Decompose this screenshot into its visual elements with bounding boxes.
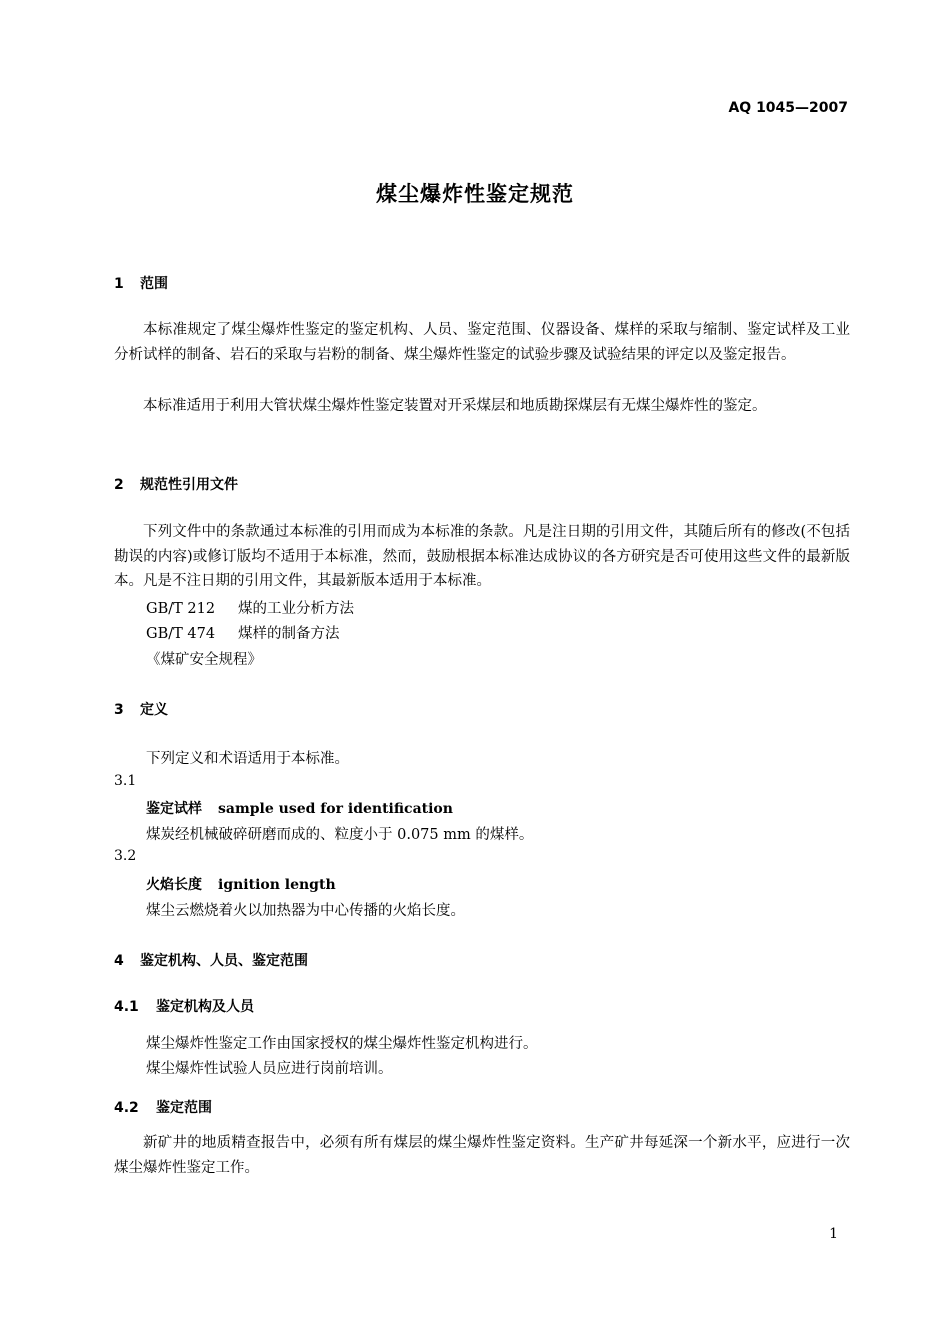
reference-item: 《煤矿安全规程》: [146, 652, 262, 668]
subsection-number: 4.1: [114, 999, 139, 1015]
subsection-4-2-heading: [114, 1097, 212, 1117]
subsection-number: 4.2: [114, 1100, 139, 1116]
term-english: ignition length: [218, 877, 336, 893]
reference-code: GB/T 474: [146, 626, 216, 642]
subsection-4-1-line-2: 煤尘爆炸性试验人员应进行岗前培训。: [146, 1061, 393, 1077]
subsection-4-1-line-1: 煤尘爆炸性鉴定工作由国家授权的煤尘爆炸性鉴定机构进行。: [146, 1036, 538, 1052]
section-number: 4: [114, 953, 124, 969]
term-chinese: 鉴定试样: [146, 801, 202, 817]
subsection-title: 鉴定范围: [156, 1100, 212, 1116]
section-title: 鉴定机构、人员、鉴定范围: [140, 953, 308, 969]
reference-item: [146, 622, 340, 643]
section-title: 定义: [140, 702, 168, 718]
term-definition: 煤尘云燃烧着火以加热器为中心传播的火焰长度。: [146, 903, 465, 919]
term-chinese: 火焰长度: [146, 877, 202, 893]
subsection-4-1-heading: [114, 996, 254, 1016]
section-1-paragraph-1: 本标准规定了煤尘爆炸性鉴定的鉴定机构、人员、鉴定范围、仪器设备、煤样的采取与缩制、鉴定试样及工业分析试样的制备、岩石的采取与岩粉的制备、煤尘爆炸性鉴定的试验步骤及试验结果的评定以及鉴定报告。: [114, 322, 850, 363]
page-number: 1: [829, 1226, 838, 1242]
reference-title: 煤的工业分析方法: [238, 601, 354, 617]
term-entry: [146, 798, 453, 818]
section-2-paragraph-1: 下列文件中的条款通过本标准的引用而成为本标准的条款。凡是注日期的引用文件，其随后所有的修改(不包括勘误的内容)或修订版均不适用于本标准，然而，鼓励根据本标准达成协议的各方研究是否可使用这些文件的最新版本。凡是不注日期的引用文件，其最新版本适用于本标准。: [114, 524, 850, 589]
standard-code: AQ 1045—2007: [728, 100, 848, 116]
section-4-heading: [114, 950, 308, 970]
document-title: 煤尘爆炸性鉴定规范: [376, 182, 574, 206]
reference-item: [146, 597, 354, 618]
section-2-heading: [114, 474, 238, 494]
section-1-paragraph-2: 本标准适用于利用大管状煤尘爆炸性鉴定装置对开采煤层和地质勘探煤层有无煤尘爆炸性的鉴定。: [143, 398, 767, 414]
reference-code: GB/T 212: [146, 601, 216, 617]
reference-title: 煤样的制备方法: [238, 626, 340, 642]
section-number: 1: [114, 276, 124, 292]
section-1-heading: [114, 273, 168, 293]
section-title: 范围: [140, 276, 168, 292]
subsection-4-2-paragraph: 新矿井的地质精查报告中，必须有所有煤层的煤尘爆炸性鉴定资料。生产矿井每延深一个新水平，应进行一次煤尘爆炸性鉴定工作。: [114, 1135, 850, 1176]
term-english: sample used for identification: [218, 801, 453, 817]
section-title: 规范性引用文件: [140, 477, 238, 493]
section-number: 2: [114, 477, 124, 493]
clause-number: 3.2: [114, 848, 137, 864]
section-number: 3: [114, 702, 124, 718]
clause-number: 3.1: [114, 773, 137, 789]
section-3-heading: [114, 699, 168, 719]
subsection-title: 鉴定机构及人员: [156, 999, 254, 1015]
definitions-intro: 下列定义和术语适用于本标准。: [146, 751, 349, 767]
term-entry: [146, 874, 336, 894]
term-definition: 煤炭经机械破碎研磨而成的、粒度小于 0.075 mm 的煤样。: [146, 827, 534, 843]
